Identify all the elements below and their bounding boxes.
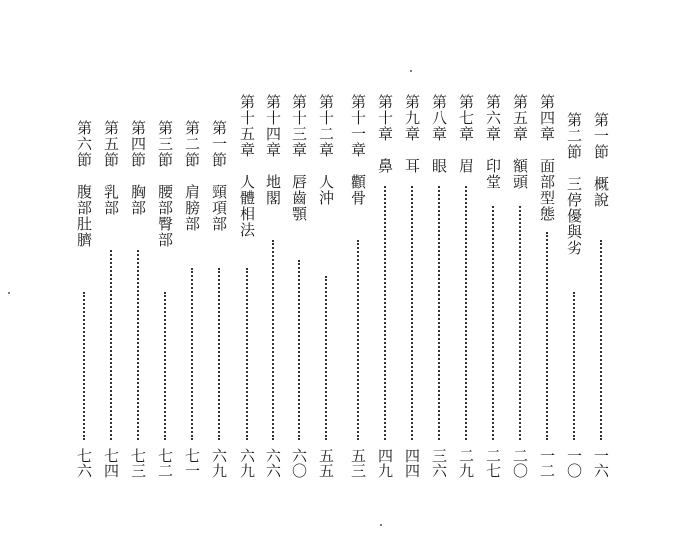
leader-dots [137, 250, 139, 440]
leader-dots [110, 250, 112, 440]
toc-entry-page: 六六 [264, 448, 282, 478]
toc-entry-label: 第二節 三停優與劣 [565, 112, 583, 256]
leader-dots [164, 292, 166, 440]
toc-entry-label: 第三節 腰部臀部 [156, 120, 174, 248]
toc-entry-page: 五五 [317, 448, 335, 478]
toc-entry-label: 第十四章 地閣 [264, 94, 282, 206]
toc-entry-page: 七六 [75, 448, 93, 478]
toc-entry-page: 三六 [430, 448, 448, 478]
leader-dots [600, 240, 602, 440]
toc-entry-page: 七三 [129, 448, 147, 478]
toc-entry-page: 六〇 [290, 448, 308, 478]
leader-dots [357, 240, 359, 440]
leader-dots [573, 292, 575, 440]
toc-entry-page: 二九 [457, 448, 475, 478]
leader-dots [272, 240, 274, 440]
leader-dots [438, 186, 440, 440]
leader-dots [246, 268, 248, 440]
toc-entry-label: 第九章 耳 [403, 94, 421, 174]
leader-dots [546, 232, 548, 440]
toc-entry-label: 第十三章 唇齒顎 [290, 94, 308, 222]
toc-entry-label: 第六節 腹部肚臍 [75, 120, 93, 248]
toc-entry-page: 二〇 [511, 448, 529, 478]
toc-entry-page: 六九 [238, 448, 256, 478]
leader-dots [218, 268, 220, 440]
toc-entry-page: 四四 [403, 448, 421, 478]
toc-entry-page: 四九 [376, 448, 394, 478]
toc-entry-page: 六九 [210, 448, 228, 478]
toc-entry-page: 七二 [156, 448, 174, 478]
toc-entry-page: 一二 [538, 448, 556, 478]
toc-entry-label: 第二節 肩膀部 [183, 120, 201, 232]
toc-entry-label: 第五節 乳部 [102, 120, 120, 216]
leader-dots [465, 186, 467, 440]
toc-entry-label: 第十章 鼻 [376, 94, 394, 174]
toc-entry-label: 第十二章 人沖 [317, 94, 335, 206]
toc-entry-page: 二七 [484, 448, 502, 478]
toc-entry-page: 一六 [592, 448, 610, 478]
toc-entry-page: 七四 [102, 448, 120, 478]
leader-dots [325, 276, 327, 440]
toc-entry-label: 第七章 眉 [457, 94, 475, 174]
leader-dots [384, 186, 386, 440]
leader-dots [298, 260, 300, 440]
toc-entry-page: 五三 [349, 448, 367, 478]
leader-dots [83, 292, 85, 440]
toc-entry-label: 第六章 印堂 [484, 94, 502, 190]
scan-speck [380, 524, 382, 526]
scan-speck [8, 292, 10, 294]
toc-entry-label: 第八章 眼 [430, 94, 448, 174]
leader-dots [191, 268, 193, 440]
scan-speck [410, 70, 412, 72]
toc-entry-label: 第一節 頸項部 [210, 120, 228, 232]
toc-entry-label: 第一節 概說 [592, 112, 610, 208]
toc-entry-label: 第四章 面部型態 [538, 94, 556, 222]
leader-dots [411, 186, 413, 440]
leader-dots [519, 206, 521, 440]
toc-entry-page: 一〇 [565, 448, 583, 478]
toc-entry-label: 第十一章 顴骨 [349, 94, 367, 206]
toc-entry-label: 第十五章 人體相法 [238, 94, 256, 238]
toc-entry-label: 第五章 額頭 [511, 94, 529, 190]
leader-dots [492, 206, 494, 440]
toc-entry-page: 七一 [183, 448, 201, 478]
toc-entry-label: 第四節 胸部 [129, 120, 147, 216]
